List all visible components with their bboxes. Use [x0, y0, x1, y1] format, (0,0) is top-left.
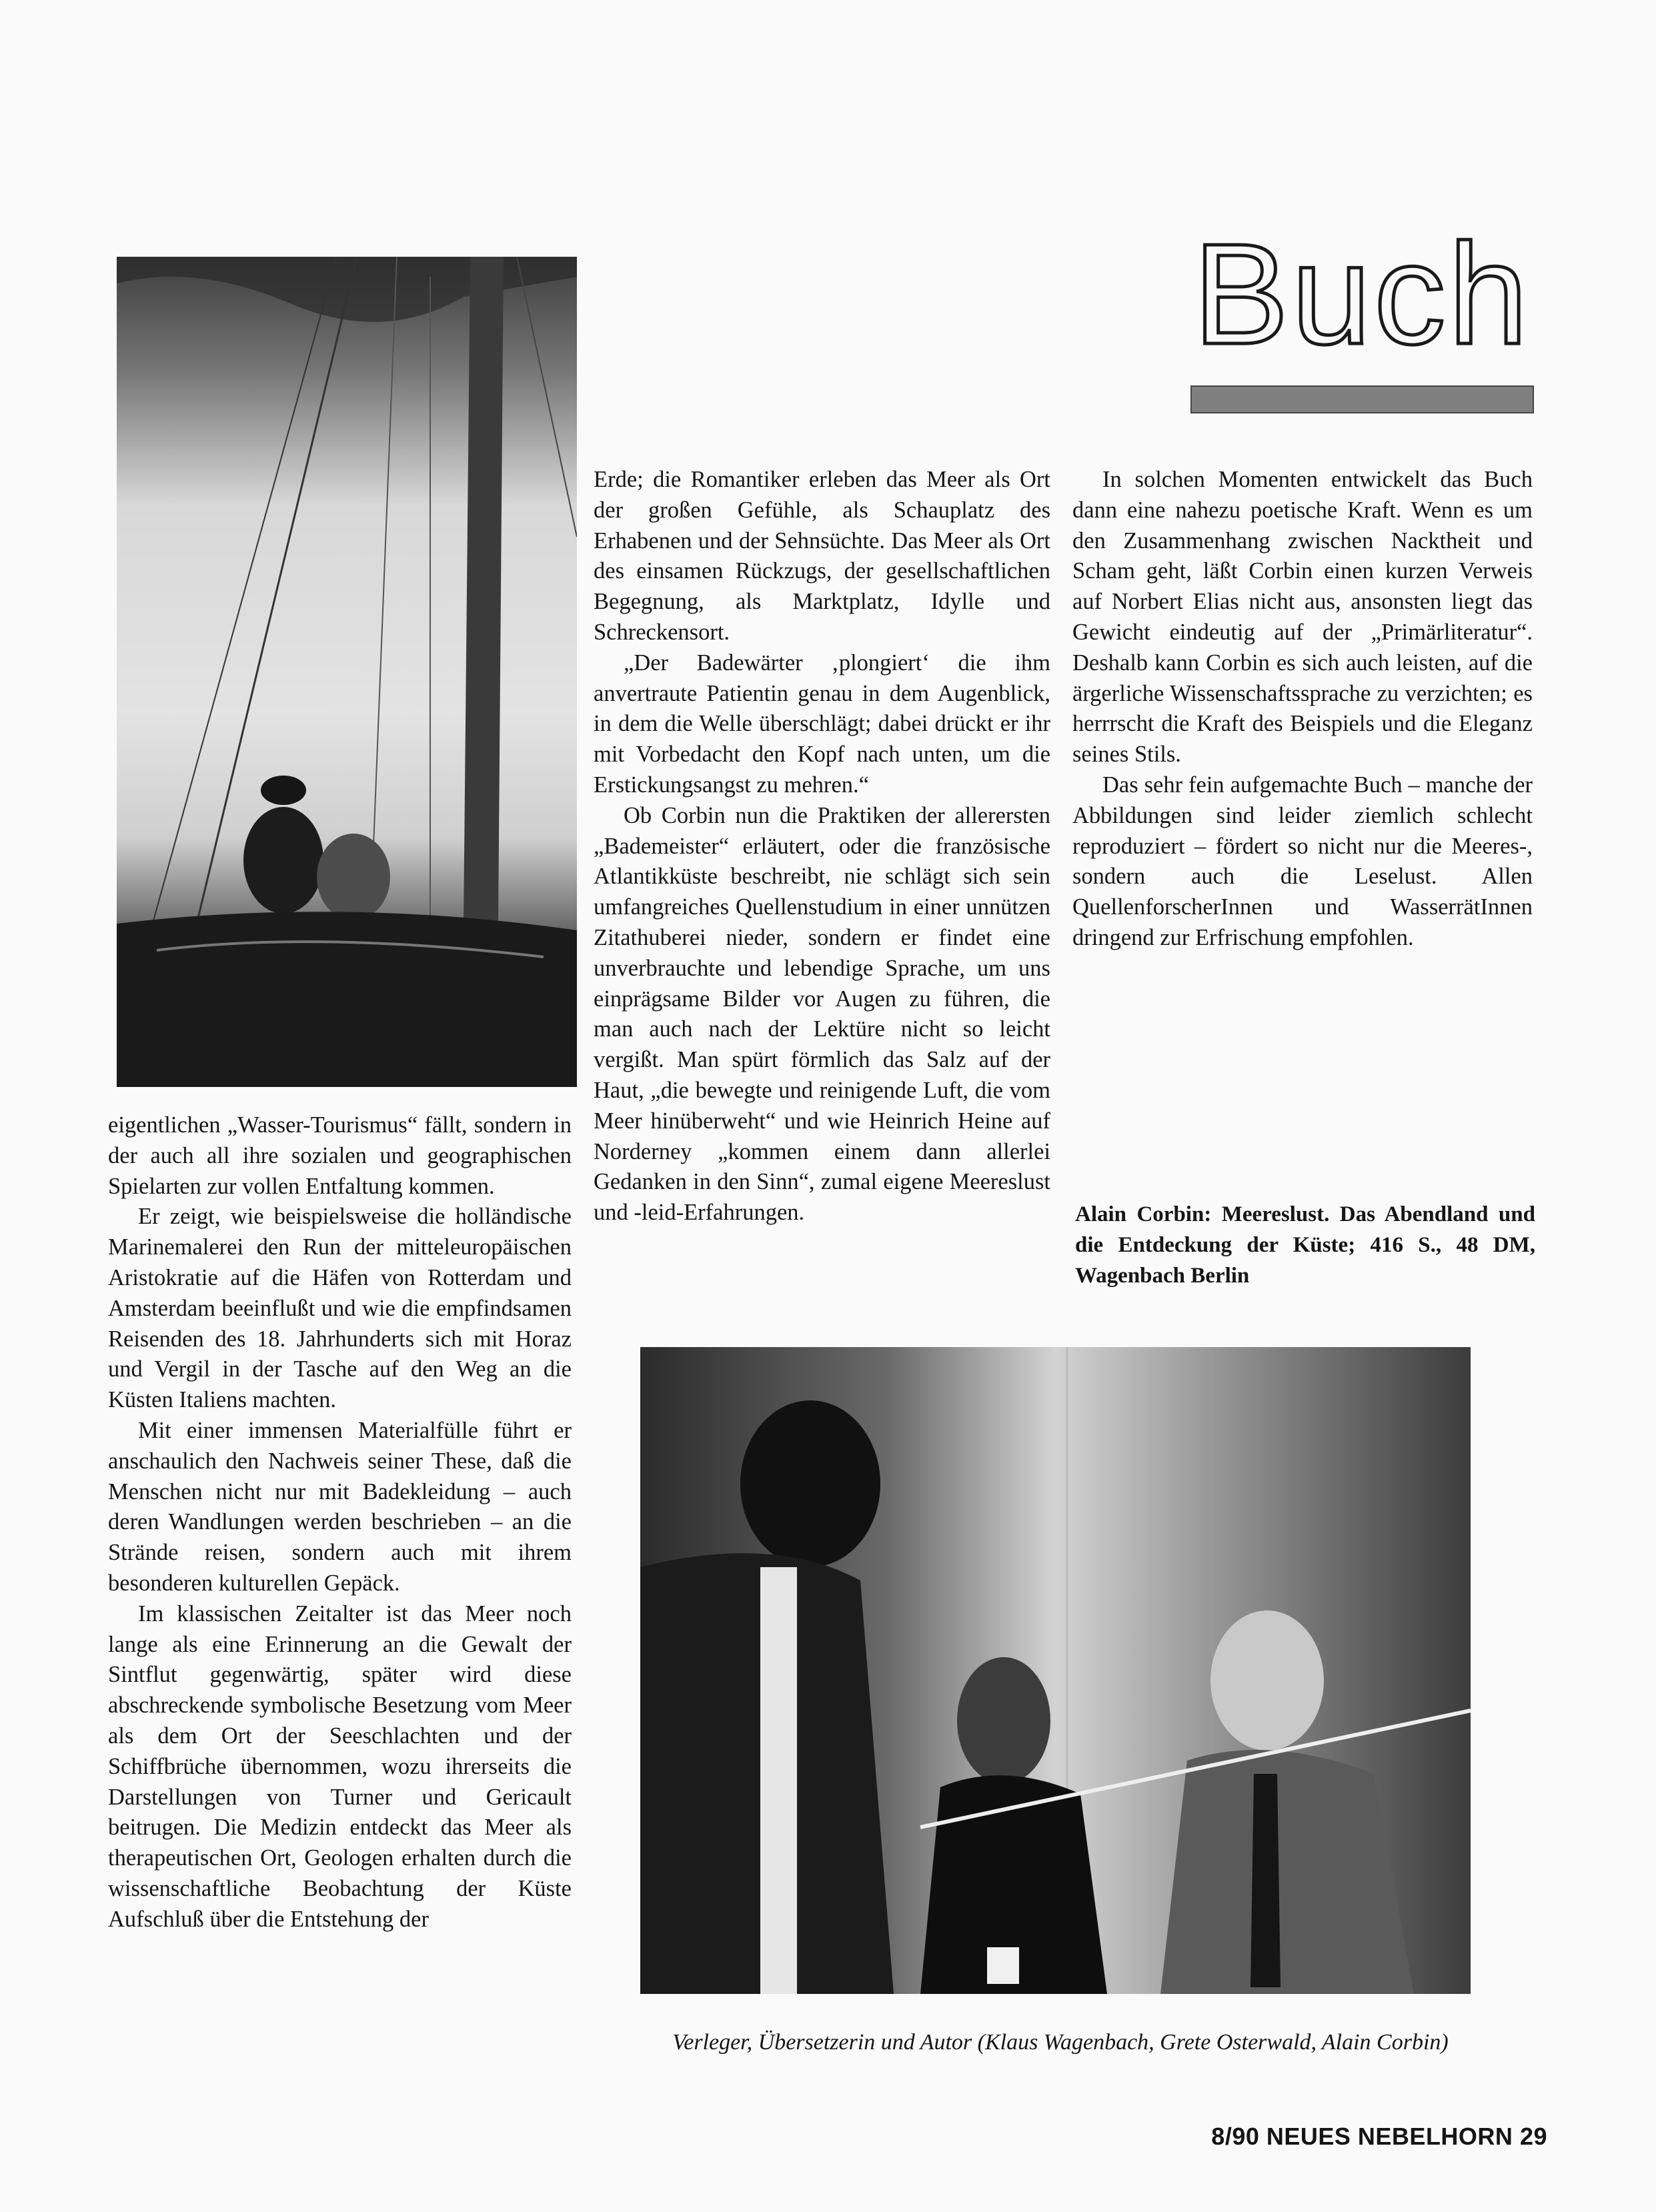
- issue-number: 8/90: [1211, 2123, 1260, 2150]
- panel-photo: [640, 1347, 1471, 1994]
- magazine-name: NEUES NEBELHORN: [1266, 2123, 1513, 2150]
- section-title-text: Buch: [1192, 220, 1531, 360]
- article-column-3: [1072, 465, 1533, 954]
- page-number: 29: [1519, 2123, 1547, 2150]
- section-title: [1184, 220, 1541, 360]
- paragraph: Er zeigt, wie beispielsweise die holländische Marinemalerei den Run der mitteleuropäischen Aristokratie auf die Häfen von Rotterdam und Amsterdam beeinflußt und wie die empfindsamen Reisenden des 18. Jahrhunderts sich mit Horaz und Vergil in der Tasche auf den Weg an die Küsten Italiens machten.: [108, 1204, 572, 1413]
- paragraph: In solchen Momenten entwickelt das Buch dann eine nahezu poetische Kraft. Wenn es um den Zusammenhang zwischen Nacktheit und Scham geht, läßt Corbin einen kurzen Verweis auf Norbert Elias nicht aus, ansonsten liegt das Gewicht eindeutig auf der „Primärliteratur“. Deshalb kann Corbin es sich auch leisten, auf die ärgerliche Wissenschaftssprache zu verzichten; es herrrscht die Kraft des Beispiels und die Eleganz seines Stils.: [1072, 467, 1533, 768]
- article-column-2: [594, 465, 1050, 1228]
- section-bar: [1190, 385, 1534, 413]
- paragraph: Mit einer immensen Materialfülle führt er anschaulich den Nachweis seiner These, daß die Menschen nicht nur mit Badekleidung – auch deren Wandlungen werden beschrieben – an die Strände reisen, sondern auch mit ihrem besonderen kulturellen Gepäck.: [108, 1417, 572, 1596]
- boat-illustration: [117, 257, 577, 1087]
- book-info: Alain Corbin: Meereslust. Das Abendland und die Entdeckung der Küste; 416 S., 48 DM, Wagenbach Berlin: [1075, 1202, 1535, 1288]
- photo-caption: Verleger, Übersetzerin und Autor (Klaus Wagenbach, Grete Osterwald, Alain Corbin): [672, 2030, 1449, 2055]
- paragraph: „Der Badewärter ‚plongiert‘ die ihm anvertraute Patientin genau in dem Augenblick, in dem die Welle überschlägt; dabei drückt er ihr mit Vorbedacht den Kopf nach unten, um die Erstickungsangst zu mehren.“: [594, 650, 1050, 798]
- paragraph: eigentlichen „Wasser-Tourismus“ fällt, sondern in der auch all ihre sozialen und geographischen Spielarten zur vollen Entfaltung kommen.: [108, 1112, 572, 1199]
- paragraph: Im klassischen Zeitalter ist das Meer noch lange als eine Erinnerung an die Gewalt der Sintflut gegenwärtig, später wird diese abschreckende symbolische Besetzung vom Meer als dem Ort der Seeschlachten und der Schiffbrüche übernommen, wozu ihrerseits die Darstellungen von Turner und Gericault beitrugen. Die Medizin entdeckt das Meer als therapeutischen Ort, Geologen erhalten durch die wissenschaftliche Beobachtung der Küste Aufschluß über die Entstehung der: [108, 1600, 572, 1932]
- page-footer: [1067, 2123, 1547, 2151]
- paragraph: Erde; die Romantiker erleben das Meer als Ort der großen Gefühle, als Schauplatz des Erhabenen und der Sehnsüchte. Das Meer als Ort des einsamen Rückzugs, der gesellschaftlichen Begegnung, als Marktplatz, Idylle und Schreckensort.: [594, 467, 1050, 645]
- paragraph: Ob Corbin nun die Praktiken der allerersten „Bademeister“ erläutert, oder die französische Atlantikküste beschreibt, nie schlägt sich sein umfangreiches Quellenstudium in einer unnützen Zitathuberei nieder, sondern er findet eine unverbrauchte und lebendige Sprache, um uns einprägsame Bilder vor Augen zu führen, die man auch nach der Lektüre nicht so leicht vergißt. Man spürt förmlich das Salz auf der Haut, „die bewegte und reinigende Luft, die vom Meer hinüberweht“ und wie Heinrich Heine auf Norderney „kommen einem dann allerlei Gedanken in den Sinn“, zumal eigene Meereslust und -leid-Erfahrungen.: [594, 802, 1050, 1226]
- paragraph: Das sehr fein aufgemachte Buch – manche der Abbildungen sind leider ziemlich schlecht reproduziert – fördert so nicht nur die Meeres-, sondern auch die Leselust. Allen QuellenforscherInnen und WasserrätInnen dringend zur Erfrischung empfohlen.: [1072, 772, 1533, 950]
- article-column-1: [108, 1110, 572, 1935]
